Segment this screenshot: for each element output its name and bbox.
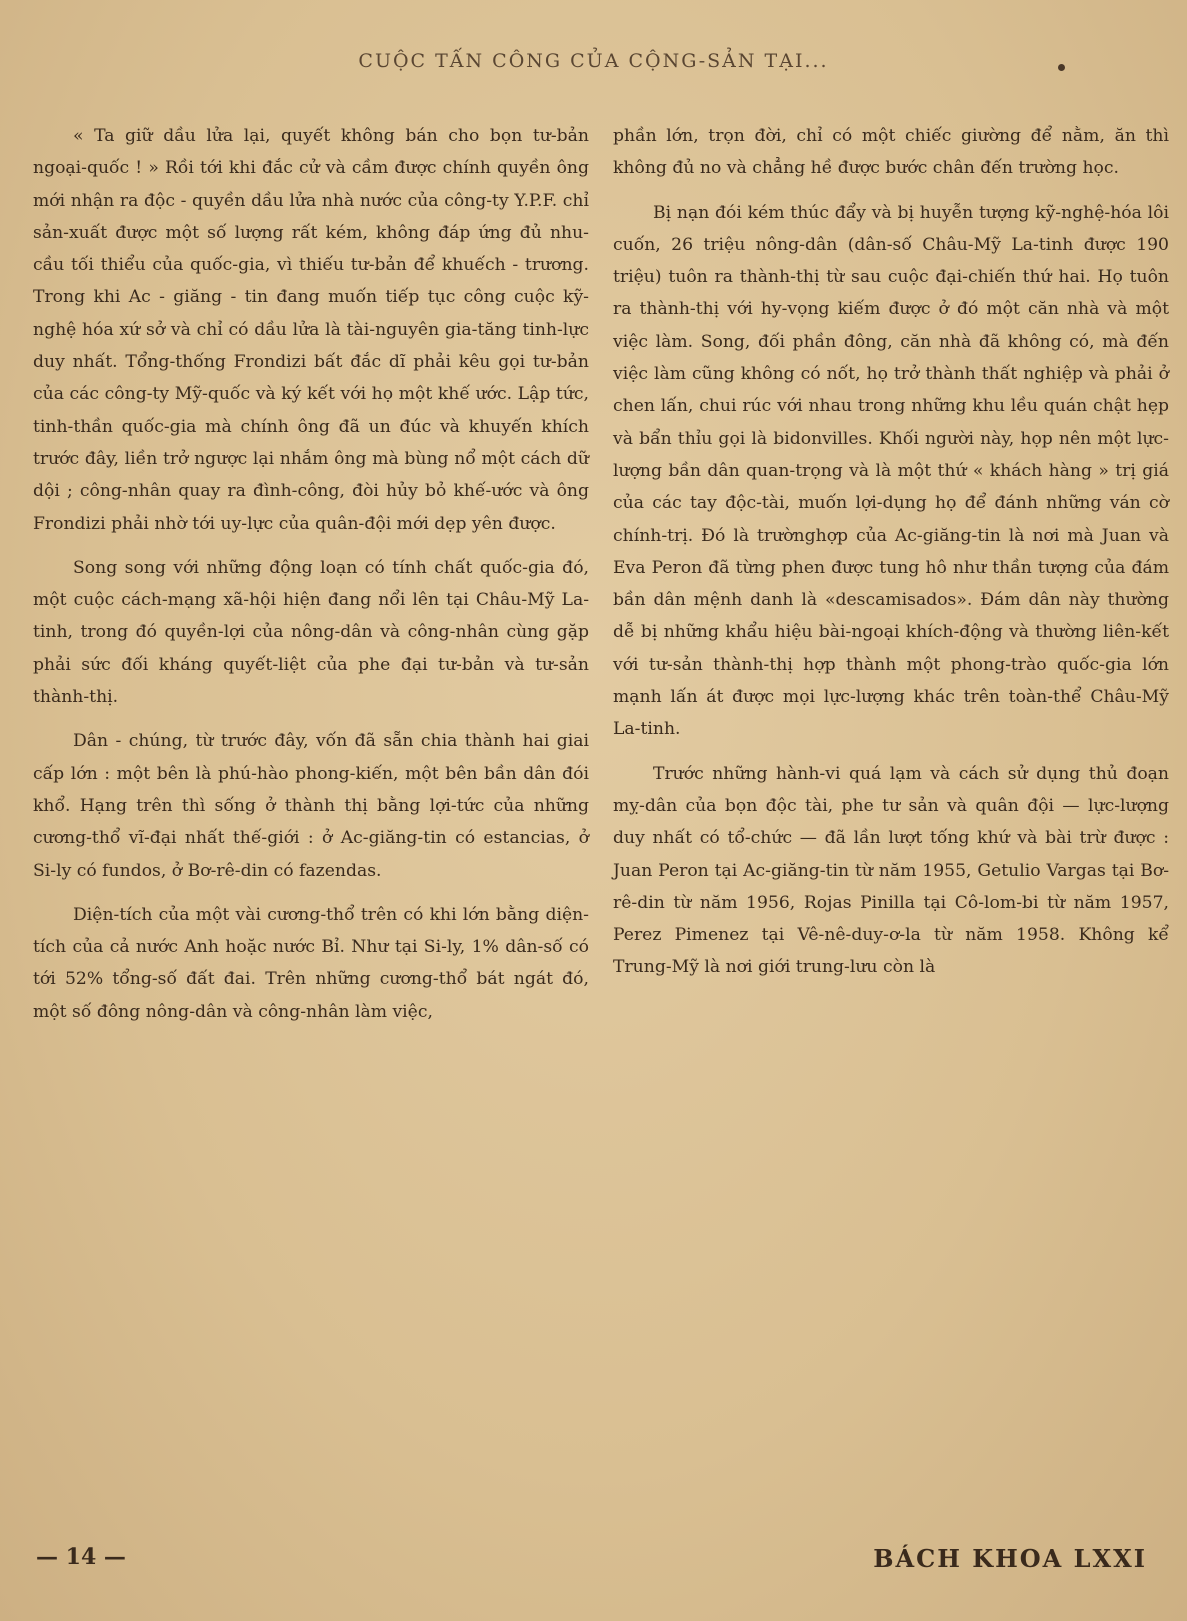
paragraph: phần lớn, trọn đời, chỉ có một chiếc giường để nằm, ăn thì không đủ no và chẳng hề được bước chân đến trường học. bbox=[613, 126, 1169, 179]
paragraph: Dân - chúng, từ trước đây, vốn đã sẵn chia thành hai giai cấp lớn : một bên là phú-hào phong-kiến, một bên bần dân đói khổ. Hạng trên thì sống ở thành thị bằng lợi-tức của những cương-thổ vĩ-đại nhất thế-giới : ở Ac-giăng-tin có estancias, ở Si-ly có fundos, ở Bơ-rê-din có fazendas. bbox=[33, 731, 589, 881]
running-head: CUỘC TẤN CÔNG CỦA CỘNG-SẢN TẠI... bbox=[358, 50, 829, 72]
paragraph: Diện-tích của một vài cương-thổ trên có khi lớn bằng diện-tích của cả nước Anh hoặc nước Bỉ. Như tại Si-ly, 1% dân-số có tới 52% tổng-số đất đai. Trên những cương-thổ bát ngát đó, một số đông nông-dân và công-nhân làm việc, bbox=[33, 904, 589, 1022]
paragraph: Trước những hành-vi quá lạm và cách sử dụng thủ đoạn mỵ-dân của bọn độc tài, phe tư sản và quân đội — lực-lượng duy nhất có tổ-chức — đã lần lượt tống khứ và bài trừ được : Juan Peron tại Ac-giăng-tin từ năm 1955, Getulio Vargas tại Bơ-rê-din từ năm 1956, Rojas Pinilla tại Cô-lom-bi từ năm 1957, Perez Pimenez tại Vê-nê-duy-ơ-la từ năm 1958. Không kể Trung-Mỹ là nơi giới trung-lưu còn là bbox=[613, 763, 1169, 978]
ornament-dot bbox=[1058, 64, 1065, 71]
paragraph: « Ta giữ dầu lửa lại, quyết không bán cho bọn tư-bản ngoại-quốc ! » Rồi tới khi đắc cử và cầm được chính quyền ông mới nhận ra độc - quyền dầu lửa nhà nước của công-ty Y.P.F. chỉ sản-xuất được một số lượng rất kém, không đáp ứng đủ nhu-cầu tối thiểu của quốc-gia, vì thiếu tư-bản để khuếch - trương. Trong khi Ac - giăng - tin đang muốn tiếp tục công cuộc kỹ-nghệ hóa xứ sở và chỉ có dầu lửa là tài-nguyên gia-tăng tinh-lực duy nhất. Tổng-thống Frondizi bất đắc dĩ phải kêu gọi tư-bản của các công-ty Mỹ-quốc và ký kết với họ một khế ước. Lập tức, tinh-thần quốc-gia mà chính ông đã un đúc và khuyến khích trước đây, liền trở ngược lại nhắm ông mà bùng nổ một cách dữ dội ; công-nhân quay ra đình-công, đòi hủy bỏ khế-ước và ông Frondizi phải nhờ tới uy-lực của quân-đội mới dẹp yên được. bbox=[33, 126, 589, 534]
left-column bbox=[33, 120, 589, 1040]
right-column bbox=[613, 120, 1169, 996]
paragraph: Bị nạn đói kém thúc đẩy và bị huyễn tượng kỹ-nghệ-hóa lôi cuốn, 26 triệu nông-dân (dân-số Châu-Mỹ La-tinh được 190 triệu) tuôn ra thành-thị từ sau cuộc đại-chiến thứ hai. Họ tuôn ra thành-thị với hy-vọng kiếm được ở đó một căn nhà và một việc làm. Song, đối phần đông, căn nhà đã không có, mà đến việc làm cũng không có nốt, họ trở thành thất nghiệp và phải ở chen lấn, chui rúc với nhau trong những khu lều quán chật hẹp và bẩn thỉu gọi là bidonvilles. Khối người này, họp nên một lực-lượng bần dân quan-trọng và là một thứ « khách hàng » trị giá của các tay độc-tài, muốn lợi-dụng họ để đánh những ván cờ chính-trị. Đó là trườnghợp của Ac-giăng-tin là nơi mà Juan và Eva Peron đã từng phen được tung hô như thần tượng của đám bần dân mệnh danh là «descamisados». Đám dân này thường dễ bị những khẩu hiệu bài-ngoại khích-động và thường liên-kết với tư-sản thành-thị hợp thành một phong-trào quốc-gia lớn mạnh lấn át được mọi lực-lượng khác trên toàn-thể Châu-Mỹ La-tinh. bbox=[613, 202, 1169, 740]
page-number: — 14 — bbox=[36, 1544, 126, 1570]
magazine-title: BÁCH KHOA LXXI bbox=[873, 1544, 1147, 1573]
paragraph: Song song với những động loạn có tính chất quốc-gia đó, một cuộc cách-mạng xã-hội hiện đang nổi lên tại Châu-Mỹ La-tinh, trong đó quyền-lợi của nông-dân và công-nhân cùng gặp phải sức đối kháng quyết-liệt của phe đại tư-bản và tư-sản thành-thị. bbox=[33, 557, 589, 708]
